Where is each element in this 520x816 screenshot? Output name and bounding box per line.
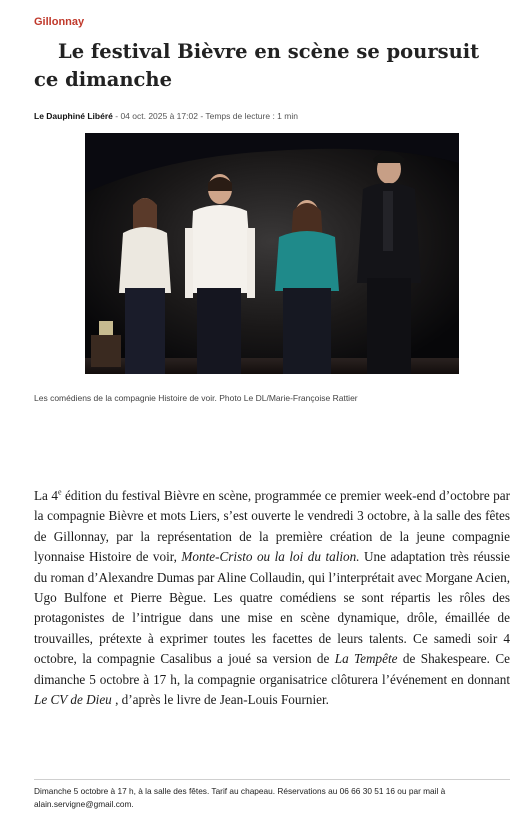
play-title: La Tempête <box>334 651 398 667</box>
article-category[interactable]: Gillonnay <box>34 16 85 28</box>
article-date: 04 oct. 2025 à 17:02 <box>120 111 198 121</box>
play-title: Le CV de Dieu <box>34 692 112 708</box>
meta-separator: - <box>112 111 121 121</box>
body-text-segment: Une adaptation très réussie du roman d’Alexandre Dumas par Aline Collaudin, qui l’interprétait avec Morgane Acien, Ugo Bulfone et Pierre Bègue. Les quatre comédiens se sont répartis les rôles des protagonistes de l’intrigue dans une mise en scène dynamique, drôle, émaillée de trouvailles, prétexte à exprimer toutes les facettes de leurs talents. Ce samedi soir 4 octobre, la compagnie Casalibus a joué sa version de <box>34 549 510 667</box>
practical-info: Dimanche 5 octobre à 17 h, à la salle des fêtes. Tarif au chapeau. Réservations au 06 66 30 51 16 ou par mail à alain.servigne@gmail.com. <box>34 786 446 809</box>
article-photo[interactable] <box>85 133 459 374</box>
article-title: Le festival Bièvre en scène se poursuit ce dimanche <box>34 40 480 91</box>
body-text-segment: de Shakespeare. Ce dimanche 5 octobre à 17 h, la compagnie organisatrice clôturera l’événement en donnant <box>34 651 510 687</box>
body-text-segment: La <box>34 488 52 503</box>
photo-caption: Les comédiens de la compagnie Histoire de voir. Photo Le DL/Marie-Françoise Rattier <box>34 393 358 403</box>
body-text-segment: édition du festival Bièvre en scène, programmée ce premier week-end d’octobre par la compagnie Bièvre et mots Liers, s’est ouverte le vendredi 3 octobre, à la salle des fêtes de Gillonnay, par la représentation de la première création de la jeune compagnie lyonnaise Histoire de voir, <box>34 488 510 565</box>
divider <box>34 779 510 780</box>
stage-photo-illustration <box>85 133 459 374</box>
play-title: Monte-Cristo ou la loi du talion. <box>181 549 360 565</box>
reading-time: Temps de lecture : 1 min <box>205 111 298 121</box>
meta-separator: - <box>197 111 206 121</box>
article-meta <box>34 111 298 121</box>
edition-number: 4 <box>51 488 58 503</box>
body-text-segment: , d’après le livre de Jean-Louis Fournier. <box>111 692 329 708</box>
article-source: Le Dauphiné Libéré <box>34 111 113 121</box>
article-body <box>34 486 510 710</box>
edition-suffix: e <box>57 487 62 497</box>
